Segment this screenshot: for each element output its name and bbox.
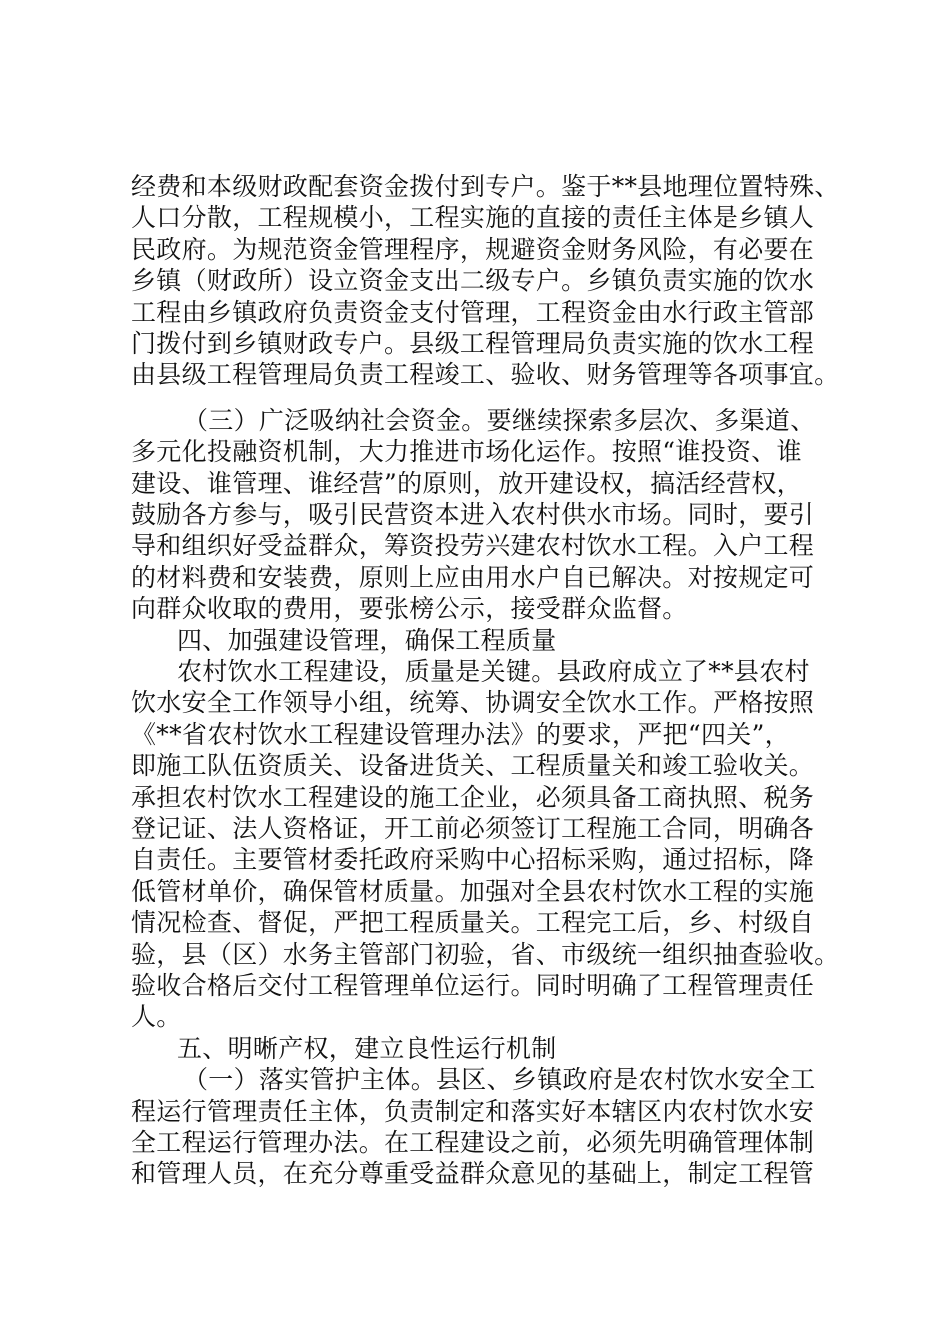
text-line: 饮水安全工作领导小组，统筹、协调安全饮水工作。严格按照 <box>131 688 815 718</box>
text-line: 鼓励各方参与，吸引民营资本进入农村供水市场。同时，要引 <box>131 500 815 529</box>
text-line: 验，县（区）水务主管部门初验，省、市级统一组织抽查验收。 <box>131 939 840 969</box>
text-line: 多元化投融资机制，大力推进市场化运作。按照“谁投资、谁 <box>131 437 802 467</box>
text-line: 低管材单价，确保管材质量。加强对全县农村饮水工程的实施 <box>131 876 815 906</box>
text-line: （一）落实管护主体。县区、乡镇政府是农村饮水安全工 <box>183 1065 816 1095</box>
text-line: （三）广泛吸纳社会资金。要继续探索多层次、多渠道、 <box>183 405 816 435</box>
text-line: 《**省农村饮水工程建设管理办法》的要求，严把“四关”， <box>131 719 790 749</box>
text-line: 自责任。主要管材委托政府采购中心招标采购，通过招标，降 <box>131 845 815 875</box>
text-line: 人。 <box>131 1002 182 1032</box>
text-line: 门拨付到乡镇财政专户。县级工程管理局负责实施的饮水工程 <box>131 329 815 358</box>
text-line: 登记证、法人资格证，开工前必须签订工程施工合同，明确各 <box>131 814 815 843</box>
text-line: 乡镇（财政所）设立资金支出二级专户。乡镇负责实施的饮水 <box>131 266 815 296</box>
text-line: 验收合格后交付工程管理单位运行。同时明确了工程管理责任 <box>131 971 815 1000</box>
text-line: 情况检查、督促，严把工程质量关。工程完工后，乡、村级自 <box>131 908 815 938</box>
text-line: 全工程运行管理办法。在工程建设之前，必须先明确管理体制 <box>131 1128 815 1157</box>
text-line: 程运行管理责任主体，负责制定和落实好本辖区内农村饮水安 <box>131 1096 815 1126</box>
text-line: 建设、谁管理、谁经营”的原则，放开建设权，搞活经营权， <box>131 468 802 498</box>
text-line: 承担农村饮水工程建设的施工企业，必须具备工商执照、税务 <box>131 782 815 812</box>
text-line: 工程由乡镇政府负责资金支付管理，工程资金由水行政主管部 <box>131 297 815 327</box>
text-line: 经费和本级财政配套资金拨付到专户。鉴于**县地理位置特殊、 <box>131 172 840 201</box>
text-line: 向群众收取的费用，要张榜公示，接受群众监督。 <box>131 594 688 624</box>
section-heading: 四、加强建设管理，确保工程质量 <box>177 625 557 655</box>
section-heading: 五、明晰产权，建立良性运行机制 <box>177 1033 557 1063</box>
text-line: 和管理人员，在充分尊重受益群众意见的基础上，制定工程管 <box>131 1159 815 1189</box>
text-line: 即施工队伍资质关、设备进货关、工程质量关和竣工验收关。 <box>131 751 815 781</box>
text-line: 农村饮水工程建设，质量是关键。县政府成立了**县农村 <box>177 657 810 686</box>
text-line: 导和组织好受益群众，筹资投劳兴建农村饮水工程。入户工程 <box>131 531 815 561</box>
text-line: 人口分散，工程规模小，工程实施的直接的责任主体是乡镇人 <box>131 203 815 233</box>
text-line: 的材料费和安装费，原则上应由用水户自已解决。对按规定可 <box>131 562 815 592</box>
text-line: 由县级工程管理局负责工程竣工、验收、财务管理等各项事宜。 <box>131 360 840 390</box>
text-line: 民政府。为规范资金管理程序，规避资金财务风险，有必要在 <box>131 234 815 264</box>
